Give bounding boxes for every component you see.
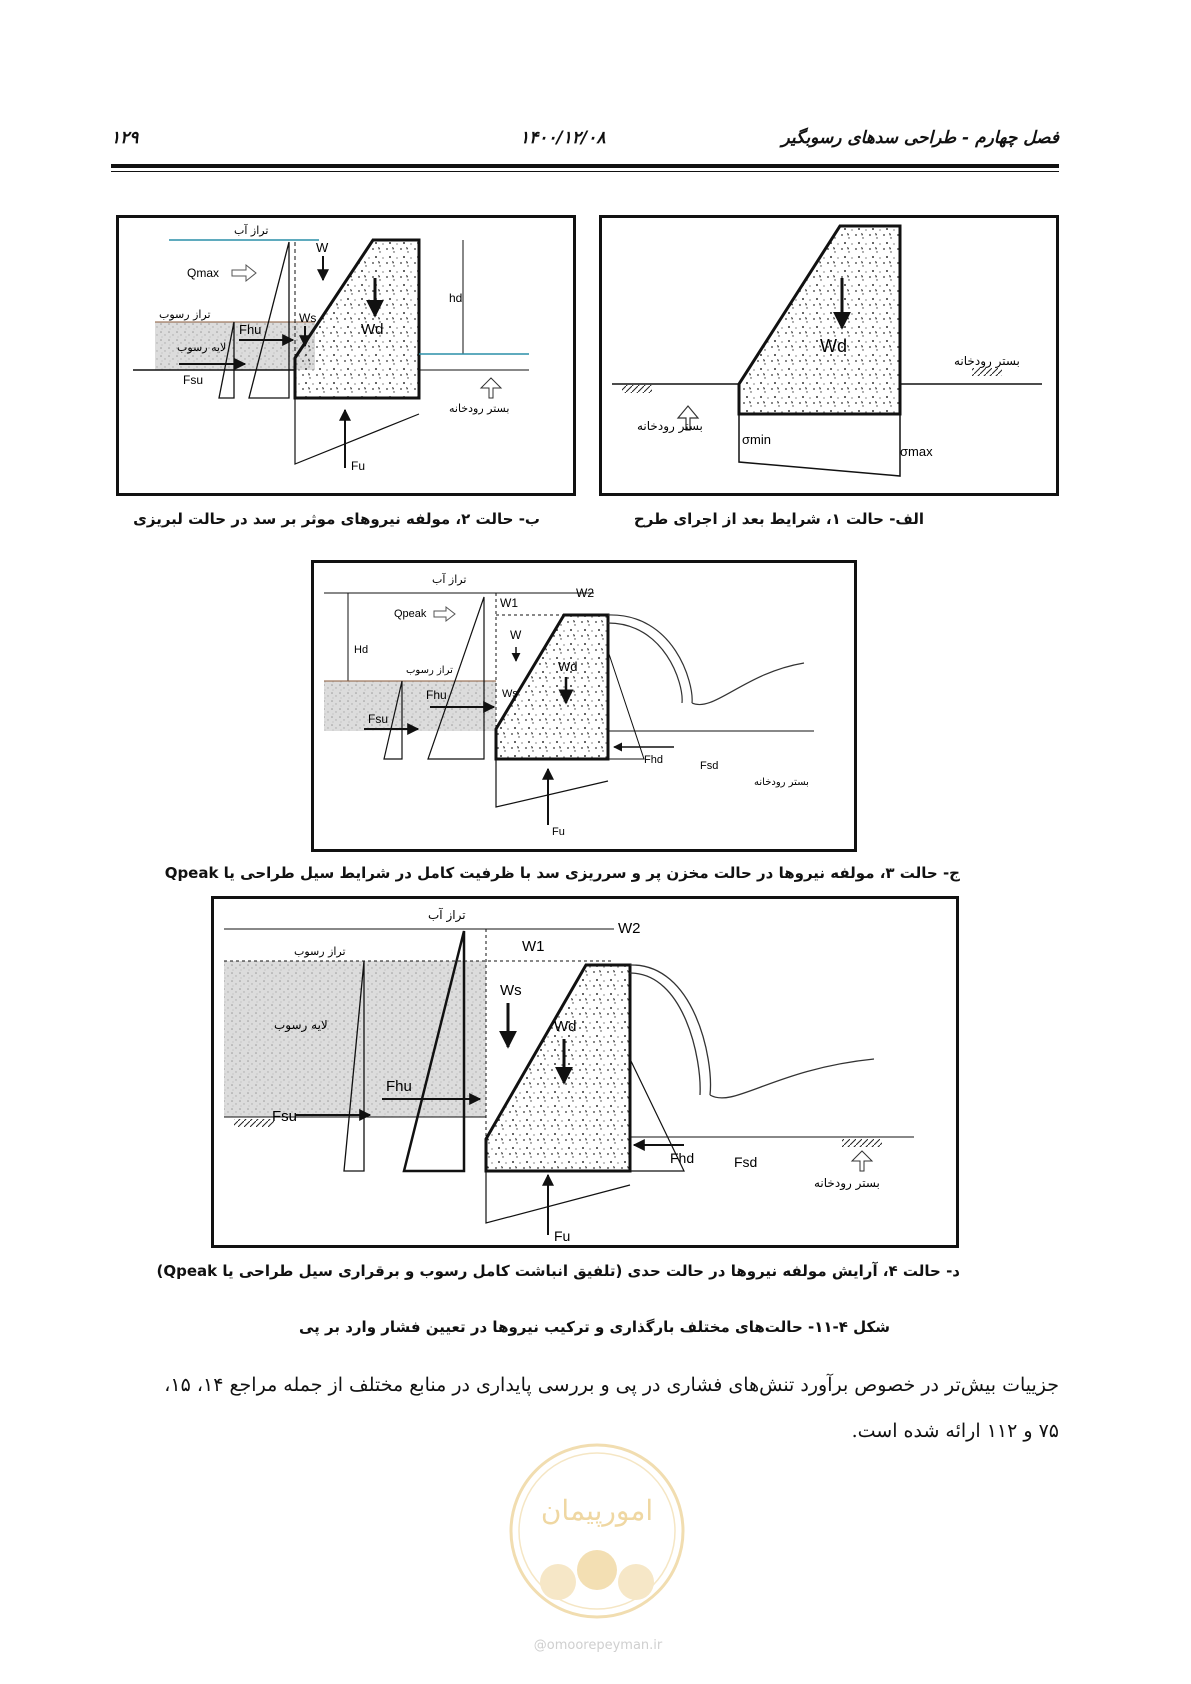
fsu-label: Fsu <box>272 1108 298 1125</box>
fsd-label: Fsd <box>734 1154 758 1170</box>
water-level-label: تراز آب <box>432 573 467 586</box>
riverbed-right-label: بستر رودخانه <box>954 354 1020 368</box>
paragraph-line-2: ۷۵ و ۱۱۲ ارائه شده است. <box>851 1420 1059 1442</box>
wd-label: Wd <box>820 336 847 356</box>
fsd-label: Fsd <box>700 760 719 772</box>
sediment-level-label: تراز رسوب <box>294 945 346 958</box>
riverbed-left-label: بستر رودخانه <box>637 419 703 433</box>
fu-label: Fu <box>351 459 366 473</box>
watermark-logo-text: امورپیمان <box>540 1495 654 1526</box>
caption-dal: د- حالت ۴، آرایش مولفه نیروها در حالت حدی (تلفیق انباشت کامل رسوب و برقراری سیل طراحی یا Qpeak) <box>156 1262 960 1280</box>
sediment-layer-label: لایه رسوب <box>177 341 227 354</box>
caption-be: ب- حالت ۲، مولفه نیروهای موثر بر سد در حالت لبریزی <box>133 510 540 528</box>
figure-alef <box>599 215 1059 496</box>
riverbed-label: بستر رودخانه <box>754 777 809 788</box>
header-rule-thick <box>111 164 1059 168</box>
dam-body <box>739 226 900 414</box>
fhd-label: Fhd <box>670 1150 695 1166</box>
hd-label: hd <box>449 291 463 305</box>
water-level-label: تراز آب <box>428 908 466 922</box>
wd-label: Wd <box>361 321 384 338</box>
fhd-label: Fhd <box>644 754 663 766</box>
riverbed-label: بستر رودخانه <box>814 1176 880 1190</box>
w-label: W <box>316 240 329 255</box>
ws-label: Ws <box>500 982 522 999</box>
wd-label: Wd <box>554 1018 577 1035</box>
wd-label: Wd <box>558 659 578 674</box>
caption-jim: ج- حالت ۳، مولفه نیروها در حالت مخزن پر و سرریزی سد با ظرفیت کامل در شرایط سیل طراحی یا Qpeak <box>164 864 960 882</box>
sediment-layer <box>224 961 486 1117</box>
watermark-site: @omoorepeyman.ir <box>533 1638 663 1653</box>
sigma-max-label: σmax <box>900 444 933 459</box>
sigma-min-label: σmin <box>742 432 771 447</box>
header-date: ۱۴۰۰/۱۲/۰۸ <box>520 128 606 148</box>
w2-label: W2 <box>618 920 641 937</box>
hd-label: Hd <box>354 644 369 656</box>
paragraph-line-1: جزییات بیش‌تر در خصوص برآورد تنش‌های فشاری در پی و بررسی پایداری در منابع مختلف از جمله مراجع ۱۴، ۱۵، <box>164 1374 1059 1396</box>
caption-alef: الف- حالت ۱، شرایط بعد از اجرای طرح <box>633 510 925 528</box>
w1-label: W1 <box>522 938 545 955</box>
w-label: W <box>510 628 522 642</box>
w2-label: W2 <box>576 586 594 600</box>
ws-label: Ws <box>502 688 518 700</box>
sediment-level-label: تراز رسوب <box>406 665 453 676</box>
sediment-level-label: تراز رسوب <box>159 308 211 321</box>
figure-be <box>116 215 576 496</box>
ws-label: Ws <box>299 311 317 325</box>
fsu-label: Fsu <box>183 373 204 387</box>
watermark-logo <box>508 1442 686 1620</box>
figure-jim <box>311 560 857 852</box>
figure-title: شکل ۴-۱۱- حالت‌های مختلف بارگذاری و ترکیب نیروها در تعیین فشار وارد بر پی <box>299 1318 890 1336</box>
riverbed-label: بستر رودخانه <box>449 402 510 415</box>
qpeak-label: Qpeak <box>394 608 427 620</box>
fhu-label: Fhu <box>386 1078 412 1095</box>
w1-label: W1 <box>500 596 518 610</box>
fhu-label: Fhu <box>426 688 447 702</box>
chapter-title: فصل چهارم - طراحی سدهای رسوبگیر <box>781 128 1059 148</box>
body-paragraph <box>111 1362 1059 1454</box>
qmax-label: Qmax <box>187 266 220 280</box>
sediment-layer-label: لایه رسوب <box>274 1018 328 1032</box>
fsu-label: Fsu <box>368 712 389 726</box>
fhu-label: Fhu <box>239 322 262 337</box>
fu-label: Fu <box>554 1228 571 1244</box>
header-rule-thin <box>111 171 1059 172</box>
water-level-label: تراز آب <box>234 224 269 237</box>
page-number: ۱۲۹ <box>111 128 139 148</box>
fu-label: Fu <box>552 826 565 838</box>
figure-dal <box>211 896 959 1248</box>
